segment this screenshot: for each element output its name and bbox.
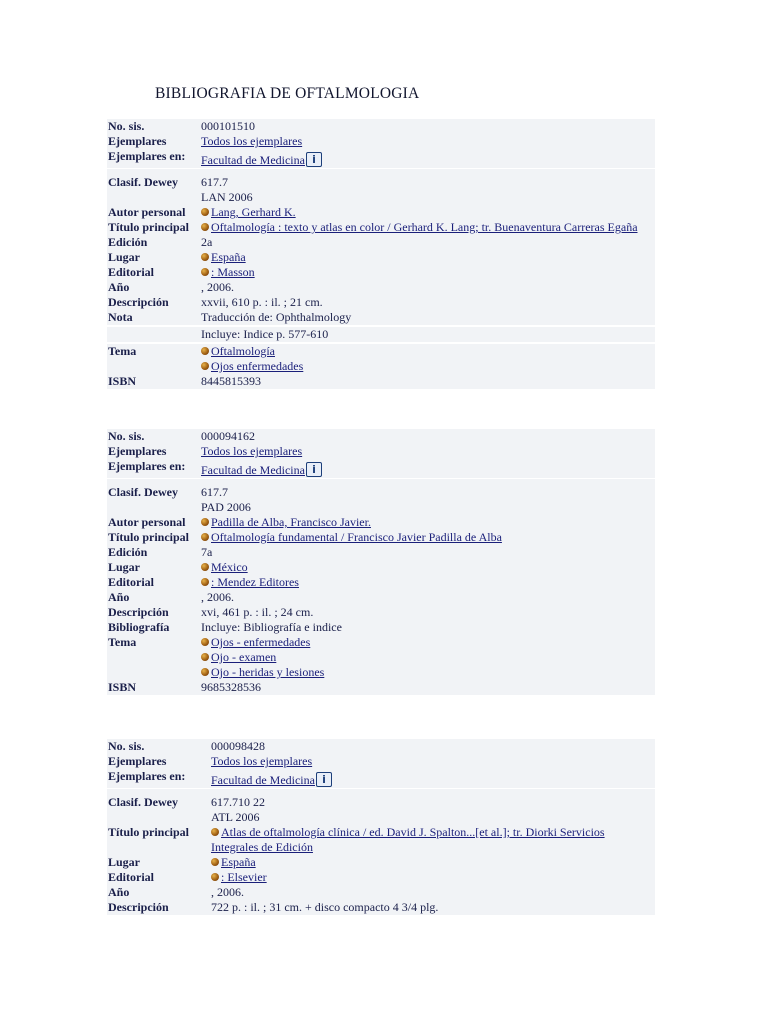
ejemplares-row: [107, 134, 655, 149]
isbn-value: 9685328536: [201, 680, 261, 694]
tema-link[interactable]: Ojo - heridas y lesiones: [211, 665, 325, 679]
ejemplares-label: Ejemplares: [108, 754, 167, 768]
bullet-icon: [201, 668, 209, 676]
record-1: [107, 119, 655, 389]
editorial-row: [107, 265, 655, 280]
anio-row: [107, 885, 655, 900]
lugar-link[interactable]: España: [221, 855, 256, 869]
lugar-row: [107, 560, 655, 575]
tema-link[interactable]: Ojos enfermedades: [211, 359, 304, 373]
nota-row: [107, 310, 655, 325]
editorial-row: [107, 870, 655, 885]
separator: [107, 788, 655, 795]
dewey-cutter: PAD 2006: [201, 500, 251, 514]
lugar-row: [107, 250, 655, 265]
titulo-row: [107, 825, 655, 855]
dewey-row: [107, 485, 655, 515]
record-3: [107, 739, 655, 915]
autor-link[interactable]: Padilla de Alba, Francisco Javier.: [211, 515, 371, 529]
edicion-value: 7a: [201, 545, 213, 559]
ejemplares-en-label: Ejemplares en:: [108, 149, 186, 163]
no-sis-value: 000101510: [201, 119, 255, 133]
autor-row: [107, 515, 655, 530]
descripcion-label: Descripción: [108, 605, 169, 619]
tema-row: [107, 635, 655, 680]
lugar-label: Lugar: [108, 855, 141, 869]
nota-row-2: [107, 327, 655, 342]
lugar-link[interactable]: México: [211, 560, 248, 574]
separator: [107, 478, 655, 485]
ejemplares-en-row: [107, 769, 655, 788]
anio-label: Año: [108, 280, 130, 294]
bullet-icon: [201, 347, 209, 355]
edicion-label: Edición: [108, 545, 148, 559]
autor-row: [107, 205, 655, 220]
todos-ejemplares-link[interactable]: Todos los ejemplares: [211, 754, 313, 768]
tema-label: Tema: [108, 635, 137, 649]
bullet-icon: [211, 828, 219, 836]
bullet-icon: [201, 362, 209, 370]
nota-value: Traducción de: Ophthalmology: [201, 310, 352, 324]
lugar-label: Lugar: [108, 560, 141, 574]
bullet-icon: [211, 858, 219, 866]
facultad-medicina-link[interactable]: Facultad de Medicina: [201, 463, 305, 477]
ejemplares-label: Ejemplares: [108, 444, 167, 458]
titulo-link[interactable]: Oftalmología fundamental / Francisco Javier Padilla de Alba: [211, 530, 502, 544]
bullet-icon: [201, 518, 209, 526]
editorial-row: [107, 575, 655, 590]
anio-value: , 2006.: [201, 590, 234, 604]
ejemplares-en-row: [107, 149, 655, 168]
descripcion-label: Descripción: [108, 295, 169, 309]
editorial-link[interactable]: : Elsevier: [221, 870, 267, 884]
no-sis-label: No. sis.: [108, 739, 145, 753]
descripcion-row: [107, 900, 655, 915]
no-sis-label: No. sis.: [108, 429, 145, 443]
tema-link[interactable]: Oftalmología: [211, 344, 275, 358]
titulo-label: Título principal: [108, 825, 190, 839]
anio-label: Año: [108, 885, 130, 899]
descripcion-value: xvi, 461 p. : il. ; 24 cm.: [201, 605, 314, 619]
todos-ejemplares-link[interactable]: Todos los ejemplares: [201, 134, 303, 148]
facultad-medicina-link[interactable]: Facultad de Medicina: [211, 773, 315, 787]
no-sis-label: No. sis.: [108, 119, 145, 133]
descripcion-value: xxvii, 610 p. : il. ; 21 cm.: [201, 295, 323, 309]
isbn-value: 8445815393: [201, 374, 261, 388]
dewey-label: Clasif. Dewey: [108, 485, 178, 499]
nota-label: Nota: [108, 310, 133, 324]
descripcion-value: 722 p. : il. ; 31 cm. + disco compacto 4 3/4 plg.: [211, 900, 439, 914]
bullet-icon: [201, 208, 209, 216]
info-icon[interactable]: i: [306, 152, 322, 167]
dewey-row: [107, 175, 655, 205]
descripcion-label: Descripción: [108, 900, 169, 914]
bullet-icon: [201, 653, 209, 661]
no-sis-value: 000094162: [201, 429, 255, 443]
edicion-value: 2a: [201, 235, 213, 249]
edicion-row: [107, 235, 655, 250]
ejemplares-en-label: Ejemplares en:: [108, 769, 186, 783]
tema-link[interactable]: Ojos - enfermedades: [211, 635, 311, 649]
descripcion-row: [107, 295, 655, 310]
dewey-cutter: ATL 2006: [211, 810, 260, 824]
bullet-icon: [201, 578, 209, 586]
anio-label: Año: [108, 590, 130, 604]
info-icon[interactable]: i: [306, 462, 322, 477]
titulo-label: Título principal: [108, 530, 190, 544]
autor-link[interactable]: Lang, Gerhard K.: [211, 205, 296, 219]
lugar-label: Lugar: [108, 250, 141, 264]
bullet-icon: [201, 268, 209, 276]
no-sis-value: 000098428: [211, 739, 265, 753]
nota-value-2: Incluye: Indice p. 577-610: [201, 327, 329, 341]
editorial-label: Editorial: [108, 870, 155, 884]
ejemplares-row: [107, 444, 655, 459]
lugar-link[interactable]: España: [211, 250, 246, 264]
titulo-link-cont[interactable]: Integrales de Edición: [211, 840, 313, 854]
anio-row: [107, 280, 655, 295]
bullet-icon: [201, 253, 209, 261]
page-title: BIBLIOGRAFIA DE OFTALMOLOGIA: [155, 85, 420, 102]
dewey-row: [107, 795, 655, 825]
dewey-value: 617.7: [201, 485, 228, 499]
bibliografia-label: Bibliografía: [108, 620, 170, 634]
anio-value: , 2006.: [211, 885, 244, 899]
titulo-row: [107, 220, 655, 235]
no-sis-row: [107, 429, 655, 444]
dewey-cutter: LAN 2006: [201, 190, 253, 204]
titulo-label: Título principal: [108, 220, 190, 234]
bullet-icon: [201, 563, 209, 571]
autor-label: Autor personal: [108, 515, 186, 529]
autor-label: Autor personal: [108, 205, 186, 219]
titulo-link[interactable]: Atlas de oftalmología clínica / ed. David J. Spalton...[et al.]; tr. Diorki Servicios: [221, 825, 605, 839]
ejemplares-en-label: Ejemplares en:: [108, 459, 186, 473]
bullet-icon: [201, 223, 209, 231]
info-icon[interactable]: i: [316, 772, 332, 787]
edicion-label: Edición: [108, 235, 148, 249]
separator: [107, 168, 655, 175]
bullet-icon: [201, 638, 209, 646]
ejemplares-en-row: [107, 459, 655, 478]
no-sis-row: [107, 739, 655, 754]
titulo-row: [107, 530, 655, 545]
titulo-link[interactable]: Oftalmología : texto y atlas en color / Gerhard K. Lang; tr. Buenaventura Carreras Egaña: [211, 220, 638, 234]
no-sis-row: [107, 119, 655, 134]
tema-link[interactable]: Ojo - examen: [211, 650, 277, 664]
isbn-label: ISBN: [108, 680, 137, 694]
record-2: [107, 429, 655, 695]
lugar-row: [107, 855, 655, 870]
ejemplares-row: [107, 754, 655, 769]
editorial-link[interactable]: : Masson: [211, 265, 255, 279]
isbn-label: ISBN: [108, 374, 137, 388]
editorial-link[interactable]: : Mendez Editores: [211, 575, 299, 589]
isbn-row: [107, 374, 655, 389]
editorial-label: Editorial: [108, 265, 155, 279]
tema-label: Tema: [108, 344, 137, 358]
anio-value: , 2006.: [201, 280, 234, 294]
facultad-medicina-link[interactable]: Facultad de Medicina: [201, 153, 305, 167]
tema-row: [107, 344, 655, 374]
isbn-row: [107, 680, 655, 695]
bullet-icon: [211, 873, 219, 881]
descripcion-row: [107, 605, 655, 620]
ejemplares-label: Ejemplares: [108, 134, 167, 148]
dewey-value: 617.7: [201, 175, 228, 189]
dewey-label: Clasif. Dewey: [108, 795, 178, 809]
bullet-icon: [201, 533, 209, 541]
dewey-value: 617.710 22: [211, 795, 265, 809]
bibliografia-row: [107, 620, 655, 635]
dewey-label: Clasif. Dewey: [108, 175, 178, 189]
todos-ejemplares-link[interactable]: Todos los ejemplares: [201, 444, 303, 458]
edicion-row: [107, 545, 655, 560]
editorial-label: Editorial: [108, 575, 155, 589]
bibliografia-value: Incluye: Bibliografía e indice: [201, 620, 342, 634]
anio-row: [107, 590, 655, 605]
